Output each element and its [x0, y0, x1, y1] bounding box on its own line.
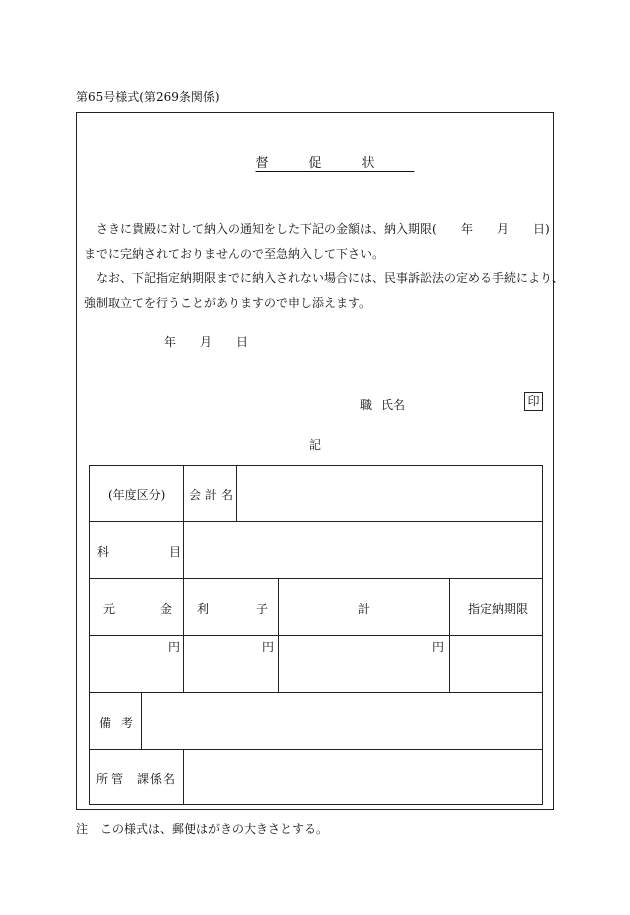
item-label-b: 目	[169, 545, 182, 559]
interest-yen: 円	[262, 640, 275, 654]
seal-mark: 印	[524, 392, 543, 411]
body-line-1-month: 月	[497, 222, 510, 236]
item-label-a: 科	[97, 545, 110, 559]
date-day: 日	[236, 335, 249, 349]
fiscal-year-label: (年度区分)	[108, 488, 166, 502]
total-label: 計	[358, 602, 371, 616]
section-label-a: 所管	[96, 772, 127, 786]
date-month: 月	[200, 335, 213, 349]
signer-name-label: 氏名	[381, 398, 406, 412]
due-date-label: 指定納期限	[468, 602, 529, 616]
body-line-4: 強制取立てを行うことがありますので申し添えます。	[84, 296, 372, 310]
document-heading	[0, 152, 630, 171]
remarks-label-a: 備	[99, 716, 112, 730]
body-line-1-day: 日)	[533, 222, 550, 236]
section-label-b: 課係名	[137, 772, 177, 786]
body-line-1-year: 年	[461, 222, 474, 236]
ki-label: 記	[308, 438, 321, 452]
principal-label-b: 金	[160, 602, 173, 616]
date-year: 年	[164, 335, 177, 349]
body-line-2: までに完納されておりませんので至急納入して下さい。	[84, 247, 385, 261]
heading-text: 督促状	[255, 156, 415, 171]
signer-post: 職	[360, 398, 373, 412]
account-name-label: 会計名	[189, 488, 238, 502]
total-yen: 円	[432, 640, 445, 654]
interest-label-b: 子	[256, 602, 269, 616]
body-line-1: さきに貴殿に対して納入の通知をした下記の金額は、納入期限(	[96, 222, 437, 236]
footnote: 注 この様式は、郵便はがきの大きさとする。	[76, 822, 329, 836]
remarks-label-b: 考	[121, 716, 134, 730]
form-number: 第65号様式(第269条関係)	[76, 90, 220, 104]
body-line-3: なお、下記指定納期限までに納入されない場合には、民事訴訟法の定める手続により、	[96, 271, 565, 285]
principal-label-a: 元	[103, 602, 116, 616]
interest-label-a: 利	[197, 602, 210, 616]
principal-yen: 円	[168, 640, 181, 654]
details-table	[89, 465, 543, 805]
